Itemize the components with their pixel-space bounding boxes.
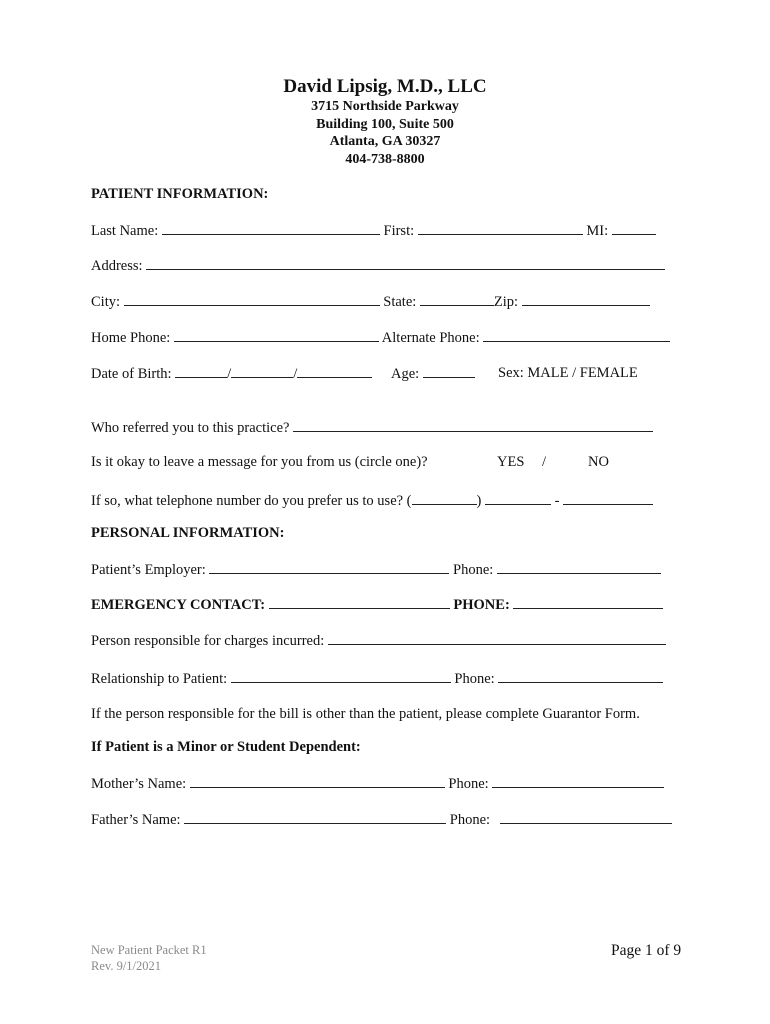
relationship-label: Relationship to Patient:	[91, 671, 228, 687]
father-row	[91, 810, 672, 829]
employer-field[interactable]	[209, 560, 449, 574]
practice-name: David Lipsig, M.D., LLC	[283, 76, 487, 97]
charges-row	[91, 631, 666, 650]
home-phone-field[interactable]	[174, 328, 379, 342]
relationship-phone-field[interactable]	[498, 669, 663, 683]
father-name-label: Father’s Name:	[91, 812, 181, 828]
dob-day-field[interactable]	[231, 364, 293, 378]
last-name-label: Last Name:	[91, 223, 159, 239]
dob-separator: /	[293, 366, 298, 382]
paren-close: )	[476, 493, 482, 509]
mother-phone-field[interactable]	[492, 774, 664, 788]
first-name-field[interactable]	[418, 221, 583, 235]
city-state-zip: Atlanta, GA 30327	[329, 134, 441, 149]
employer-row	[91, 560, 661, 579]
patient-info-title: PATIENT INFORMATION:	[91, 186, 269, 202]
alternate-phone-field[interactable]	[483, 328, 670, 342]
emergency-contact-label: EMERGENCY CONTACT:	[91, 597, 266, 613]
mother-name-field[interactable]	[190, 774, 445, 788]
charges-field[interactable]	[328, 631, 666, 645]
referred-field[interactable]	[293, 418, 653, 432]
state-field[interactable]	[420, 292, 494, 306]
yes-no-separator: /	[542, 454, 547, 470]
personal-info-title: PERSONAL INFORMATION:	[91, 525, 285, 541]
father-phone-field[interactable]	[500, 810, 672, 824]
zip-field[interactable]	[522, 292, 650, 306]
employer-phone-label: Phone:	[453, 562, 494, 578]
home-phone-label: Home Phone:	[91, 330, 171, 346]
address-label: Address:	[91, 258, 143, 274]
revision-date: Rev. 9/1/2021	[91, 959, 162, 973]
practice-phone: 404-738-8800	[345, 152, 425, 167]
name-row	[91, 221, 656, 240]
no-option[interactable]: NO	[588, 454, 609, 470]
age-group	[391, 364, 475, 383]
referral-row	[91, 418, 653, 437]
emergency-row	[91, 595, 663, 614]
yes-option[interactable]: YES	[497, 454, 525, 470]
dob-month-field[interactable]	[175, 364, 227, 378]
relationship-phone-label: Phone:	[454, 671, 495, 687]
phone-row	[91, 328, 670, 347]
age-field[interactable]	[423, 364, 475, 378]
city-label: City:	[91, 294, 121, 310]
mother-name-label: Mother’s Name:	[91, 776, 187, 792]
minor-title: If Patient is a Minor or Student Dependent:	[91, 739, 361, 755]
mi-label: MI:	[586, 223, 609, 239]
preferred-phone-label: If so, what telephone number do you prefer us to use? (	[91, 493, 412, 509]
charges-label: Person responsible for charges incurred:	[91, 633, 325, 649]
preferred-phone-row	[91, 491, 653, 510]
mother-phone-label: Phone:	[448, 776, 489, 792]
dob-label: Date of Birth:	[91, 366, 172, 382]
packet-name: New Patient Packet R1	[91, 943, 207, 957]
emergency-phone-field[interactable]	[513, 595, 663, 609]
state-label: State:	[383, 294, 417, 310]
phone-line-field[interactable]	[563, 491, 653, 505]
employer-phone-field[interactable]	[497, 560, 661, 574]
dob-year-field[interactable]	[297, 364, 372, 378]
city-row	[91, 292, 650, 311]
father-name-field[interactable]	[184, 810, 446, 824]
area-code-field[interactable]	[412, 491, 477, 505]
father-phone-label: Phone:	[449, 812, 491, 828]
address-row	[91, 256, 665, 275]
dob-row	[91, 364, 372, 383]
address-line-1: 3715 Northside Parkway	[311, 99, 459, 114]
age-label: Age:	[391, 366, 420, 382]
alternate-phone-label: Alternate Phone:	[381, 330, 480, 346]
mi-field[interactable]	[612, 221, 656, 235]
phone-dash: -	[554, 493, 560, 509]
relationship-field[interactable]	[231, 669, 451, 683]
message-question: Is it okay to leave a message for you from us (circle one)?	[91, 454, 428, 470]
phone-prefix-field[interactable]	[485, 491, 551, 505]
emergency-phone-label: PHONE:	[453, 597, 510, 613]
footer-packet	[91, 942, 207, 974]
first-name-label: First:	[383, 223, 415, 239]
address-line-2: Building 100, Suite 500	[316, 117, 454, 132]
city-field[interactable]	[124, 292, 380, 306]
employer-label: Patient’s Employer:	[91, 562, 206, 578]
page-number: Page 1 of 9	[611, 942, 682, 959]
referred-label: Who referred you to this practice?	[91, 420, 290, 436]
zip-label: Zip:	[493, 294, 519, 310]
guarantor-note: If the person responsible for the bill is other than the patient, please complete Guarantor Form.	[91, 706, 640, 722]
last-name-field[interactable]	[162, 221, 380, 235]
dob-separator: /	[227, 366, 232, 382]
relationship-row	[91, 669, 663, 688]
address-field[interactable]	[146, 256, 665, 270]
sex-choice[interactable]: Sex: MALE / FEMALE	[498, 365, 638, 381]
emergency-contact-field[interactable]	[269, 595, 450, 609]
mother-row	[91, 774, 664, 793]
